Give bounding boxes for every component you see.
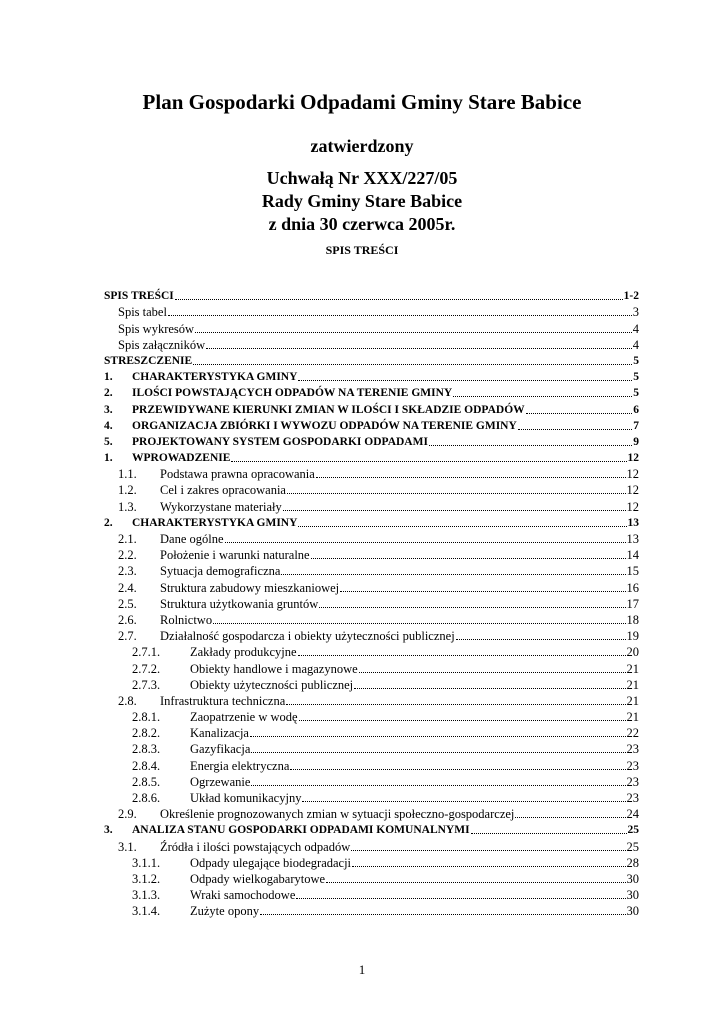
- toc-entry-page: 23: [626, 758, 639, 773]
- toc-entry-page: 23: [626, 774, 639, 789]
- toc-dot-leader: [351, 838, 625, 851]
- toc-entry-number: 2.7.3.: [132, 677, 161, 692]
- toc-entry-number: 2.8.4.: [132, 758, 161, 773]
- toc-entry-number: 2.8.2.: [132, 726, 161, 741]
- toc-entry-page: 25: [627, 824, 639, 837]
- toc-dot-leader: [326, 870, 625, 883]
- toc-dot-leader: [195, 320, 632, 333]
- toc-entry-page: 21: [626, 661, 639, 676]
- toc-dot-leader: [286, 692, 625, 705]
- toc-entry-number: 2.4.: [118, 580, 137, 595]
- toc-entry-page: 17: [626, 596, 639, 611]
- toc-entry[interactable]: [104, 497, 639, 513]
- approval-block: [0, 135, 724, 236]
- toc-entry-title: PRZEWIDYWANE KIERUNKI ZMIAN W ILOŚCI I SKŁADZIE ODPADÓW: [132, 403, 525, 416]
- toc-entry-page: 21: [626, 710, 639, 725]
- toc-entry[interactable]: [104, 659, 639, 675]
- toc-entry-page: 13: [626, 532, 639, 546]
- toc-entry-title: Sytuacja demograficzna: [160, 564, 281, 579]
- toc-entry-number: 2.8.6.: [132, 791, 161, 805]
- toc-dot-leader: [260, 902, 625, 915]
- toc-entry[interactable]: [104, 837, 639, 853]
- toc-dot-leader: [251, 773, 625, 786]
- toc-dot-leader: [316, 465, 626, 478]
- toc-entry[interactable]: [104, 319, 639, 335]
- toc-dot-leader: [319, 595, 625, 608]
- toc-entry-page: 16: [626, 580, 639, 595]
- toc-dot-leader: [359, 660, 626, 673]
- toc-entry-title: Określenie prognozowanych zmian w sytuacji społeczno-gospodarczej: [160, 807, 515, 822]
- toc-entry-page: 15: [626, 564, 639, 579]
- toc-entry-number: 2.1.: [118, 532, 137, 546]
- toc-entry-page: 6: [633, 403, 639, 416]
- toc-entry[interactable]: [104, 805, 639, 821]
- toc-entry[interactable]: [104, 530, 639, 546]
- toc-entry-title: Zużyte opony: [190, 904, 260, 919]
- toc-entry[interactable]: [104, 789, 639, 805]
- toc-dot-leader: [456, 627, 626, 640]
- toc-entry[interactable]: [104, 287, 639, 303]
- toc-entry-page: 30: [626, 888, 639, 903]
- toc-entry-title: Struktura zabudowy mieszkaniowej: [160, 580, 340, 595]
- toc-entry[interactable]: [104, 627, 639, 643]
- toc-entry-page: 24: [626, 807, 639, 822]
- toc-entry-page: 1-2: [623, 290, 639, 303]
- toc-entry-title: Podstawa prawna opracowania: [160, 467, 315, 482]
- toc-entry[interactable]: [104, 417, 639, 433]
- toc-entry[interactable]: [104, 368, 639, 384]
- toc-dot-leader: [206, 336, 632, 349]
- toc-entry-title: CHARAKTERYSTYKA GMINY: [132, 516, 298, 529]
- toc-entry-number: 2.8.1.: [132, 710, 161, 725]
- toc-entry-number: 3.: [104, 403, 113, 416]
- toc-entry-number: 5.: [104, 435, 113, 448]
- toc-dot-leader: [193, 352, 632, 365]
- toc-dot-leader: [311, 546, 626, 559]
- toc-entry-title: Energia elektryczna: [190, 758, 290, 773]
- toc-entry-page: 20: [626, 645, 639, 660]
- toc-entry-number: 3.1.1.: [132, 855, 161, 870]
- toc-entry-number: 1.: [104, 371, 113, 384]
- toc-entry-page: 30: [626, 904, 639, 919]
- toc-entry-number: 2.3.: [118, 564, 137, 579]
- toc-entry-number: 3.1.4.: [132, 904, 161, 919]
- toc-entry[interactable]: [104, 514, 639, 530]
- toc-entry-page: 28: [626, 855, 639, 870]
- toc-entry-title: Dane ogólne: [160, 532, 224, 546]
- toc-dot-leader: [354, 676, 625, 689]
- toc-entry-title: SPIS TREŚCI: [104, 290, 174, 303]
- toc-entry-page: 3: [632, 305, 639, 320]
- toc-dot-leader: [471, 821, 627, 834]
- toc-dot-leader: [296, 886, 625, 899]
- toc-entry[interactable]: [104, 708, 639, 724]
- toc-entry-number: 4.: [104, 419, 113, 432]
- toc-dot-leader: [168, 303, 632, 316]
- toc-entry-page: 19: [626, 629, 639, 644]
- toc-entry[interactable]: [104, 886, 639, 902]
- toc-dot-leader: [290, 757, 625, 770]
- toc-entry[interactable]: [104, 756, 639, 772]
- toc-dot-leader: [298, 368, 632, 381]
- toc-entry[interactable]: [104, 870, 639, 886]
- toc-entry[interactable]: [104, 352, 639, 368]
- toc-entry-page: 12: [627, 452, 639, 465]
- toc-entry[interactable]: [104, 546, 639, 562]
- toc-entry-page: 12: [626, 467, 639, 482]
- approval-line: z dnia 30 czerwca 2005r.: [268, 214, 456, 234]
- toc-dot-leader: [175, 287, 623, 300]
- toc-entry-title: Ogrzewanie: [190, 774, 251, 789]
- toc-entry-page: 23: [626, 791, 639, 805]
- toc-entry-title: ORGANIZACJA ZBIÓRKI I WYWOZU ODPADÓW NA TERENIE GMINY: [132, 419, 517, 432]
- toc-entry[interactable]: [104, 821, 639, 837]
- toc-entry-number: 2.7.1.: [132, 645, 161, 660]
- toc-entry-title: Spis tabel: [118, 305, 167, 320]
- toc-dot-leader: [225, 530, 626, 543]
- toc-dot-leader: [352, 854, 625, 867]
- toc-dot-leader: [453, 384, 632, 397]
- toc-entry-title: ANALIZA STANU GOSPODARKI ODPADAMI KOMUNALNYMI: [132, 824, 470, 837]
- toc-entry[interactable]: [104, 433, 639, 449]
- toc-entry[interactable]: [104, 773, 639, 789]
- toc-dot-leader: [526, 401, 633, 414]
- toc-entry-number: 2.2.: [118, 548, 137, 563]
- toc-entry-title: Spis wykresów: [118, 321, 195, 336]
- toc-entry-number: 2.7.: [118, 629, 137, 644]
- toc-entry[interactable]: [104, 400, 639, 416]
- toc-entry-title: Zakłady produkcyjne: [190, 645, 297, 660]
- toc-entry-page: 7: [633, 419, 639, 432]
- toc-entry[interactable]: [104, 578, 639, 594]
- toc-entry-title: Źródła i ilości powstających odpadów: [160, 839, 351, 854]
- toc-entry[interactable]: [104, 692, 639, 708]
- toc-entry-page: 12: [626, 483, 639, 498]
- toc-entry-title: Układ komunikacyjny: [190, 791, 302, 805]
- toc-entry[interactable]: [104, 854, 639, 870]
- toc-dot-leader: [287, 481, 626, 494]
- page-number: 1: [358, 962, 366, 977]
- toc-entry-title: Cel i zakres opracowania: [160, 483, 286, 498]
- toc-entry-number: 1.3.: [118, 499, 137, 514]
- toc-entry-title: Gazyfikacja: [190, 742, 251, 757]
- toc-entry-number: 2.6.: [118, 612, 137, 627]
- toc-entry-number: 2.5.: [118, 596, 137, 611]
- toc-dot-leader: [515, 805, 625, 818]
- toc-dot-leader: [231, 449, 626, 462]
- toc-entry-page: 12: [626, 499, 639, 514]
- toc-entry-title: Infrastruktura techniczna: [160, 693, 286, 708]
- toc-entry-title: WPROWADZENIE: [132, 452, 231, 465]
- toc-dot-leader: [213, 611, 625, 624]
- toc-entry-number: 2.: [104, 516, 113, 529]
- toc-entry-number: 2.8.3.: [132, 742, 161, 757]
- document-title: Plan Gospodarki Odpadami Gminy Stare Babice: [142, 90, 582, 114]
- toc-entry-page: 5: [633, 354, 639, 367]
- toc-entry-number: 1.: [104, 452, 113, 465]
- toc-entry[interactable]: [104, 336, 639, 352]
- toc-entry-number: 2.8.: [118, 693, 137, 708]
- approval-line: zatwierdzony: [310, 136, 414, 156]
- toc-entry-page: 4: [632, 337, 639, 352]
- toc-dot-leader: [299, 708, 626, 721]
- toc-entry-title: Odpady ulegające biodegradacji: [190, 855, 352, 870]
- toc-dot-leader: [281, 562, 625, 575]
- toc-entry[interactable]: [104, 481, 639, 497]
- toc-entry-title: ILOŚCI POWSTAJĄCYCH ODPADÓW NA TERENIE GMINY: [132, 387, 453, 400]
- toc-entry-number: 2.8.5.: [132, 774, 161, 789]
- toc-entry-number: 1.2.: [118, 483, 137, 498]
- toc-entry-page: 18: [626, 612, 639, 627]
- toc-entry-number: 3.: [104, 824, 113, 837]
- toc-dot-leader: [250, 724, 626, 737]
- approval-line: Uchwałą Nr XXX/227/05: [266, 168, 458, 188]
- toc-entry-title: STRESZCZENIE: [104, 354, 193, 367]
- toc-entry-title: Spis załączników: [118, 337, 206, 352]
- toc-entry[interactable]: [104, 449, 639, 465]
- approval-line: Rady Gminy Stare Babice: [261, 191, 463, 211]
- toc-entry-title: Struktura użytkowania gruntów: [160, 596, 319, 611]
- toc-entry-number: 3.1.3.: [132, 888, 161, 903]
- toc-dot-leader: [518, 417, 632, 430]
- toc-dot-leader: [302, 789, 625, 802]
- toc-entry-number: 2.: [104, 387, 113, 400]
- toc-entry-title: Odpady wielkogabarytowe: [190, 871, 326, 886]
- toc-dot-leader: [298, 643, 626, 656]
- toc-entry[interactable]: [104, 611, 639, 627]
- table-of-contents: [104, 287, 639, 918]
- toc-entry-title: PROJEKTOWANY SYSTEM GOSPODARKI ODPADAMI: [132, 435, 428, 448]
- toc-dot-leader: [429, 433, 632, 446]
- toc-entry-page: 14: [626, 548, 639, 563]
- toc-dot-leader: [283, 498, 626, 511]
- toc-dot-leader: [298, 514, 626, 527]
- toc-entry-page: 5: [633, 371, 639, 384]
- toc-entry-title: Obiekty użyteczności publicznej: [190, 677, 354, 692]
- toc-entry-title: Kanalizacja: [190, 726, 249, 741]
- toc-entry-number: 3.1.2.: [132, 871, 161, 886]
- toc-entry[interactable]: [104, 303, 639, 319]
- toc-entry-title: Zaopatrzenie w wodę: [190, 710, 298, 725]
- toc-dot-leader: [340, 579, 625, 592]
- toc-entry-number: 1.1.: [118, 467, 137, 482]
- toc-entry-number: 2.7.2.: [132, 661, 161, 676]
- toc-entry-page: 5: [633, 387, 639, 400]
- toc-entry-page: 9: [633, 435, 639, 448]
- toc-entry-page: 23: [626, 742, 639, 757]
- toc-entry[interactable]: [104, 740, 639, 756]
- toc-entry-number: 2.9.: [118, 807, 137, 822]
- toc-entry-page: 13: [627, 516, 639, 529]
- toc-dot-leader: [251, 740, 625, 753]
- toc-entry[interactable]: [104, 676, 639, 692]
- toc-entry[interactable]: [104, 384, 639, 400]
- toc-entry-title: CHARAKTERYSTYKA GMINY: [132, 371, 298, 384]
- toc-entry-title: Działalność gospodarcza i obiekty użyteczności publicznej: [160, 629, 455, 644]
- toc-entry[interactable]: [104, 562, 639, 578]
- toc-entry-page: 30: [626, 871, 639, 886]
- toc-entry-title: Obiekty handlowe i magazynowe: [190, 661, 358, 676]
- toc-entry[interactable]: [104, 465, 639, 481]
- toc-entry-page: 21: [626, 677, 639, 692]
- toc-entry-title: Rolnictwo: [160, 612, 213, 627]
- toc-entry-page: 4: [632, 321, 639, 336]
- toc-entry[interactable]: [104, 902, 639, 918]
- toc-entry-title: Wykorzystane materiały: [160, 499, 282, 514]
- toc-entry-page: 21: [626, 693, 639, 708]
- toc-entry-page: 25: [626, 839, 639, 854]
- toc-entry-title: Położenie i warunki naturalne: [160, 548, 310, 563]
- toc-entry-number: 3.1.: [118, 839, 137, 854]
- toc-entry-page: 22: [626, 726, 639, 741]
- toc-heading: SPIS TREŚCI: [325, 243, 399, 257]
- toc-entry-title: Wraki samochodowe: [190, 888, 296, 903]
- toc-entry[interactable]: [104, 595, 639, 611]
- toc-entry[interactable]: [104, 724, 639, 740]
- toc-entry[interactable]: [104, 643, 639, 659]
